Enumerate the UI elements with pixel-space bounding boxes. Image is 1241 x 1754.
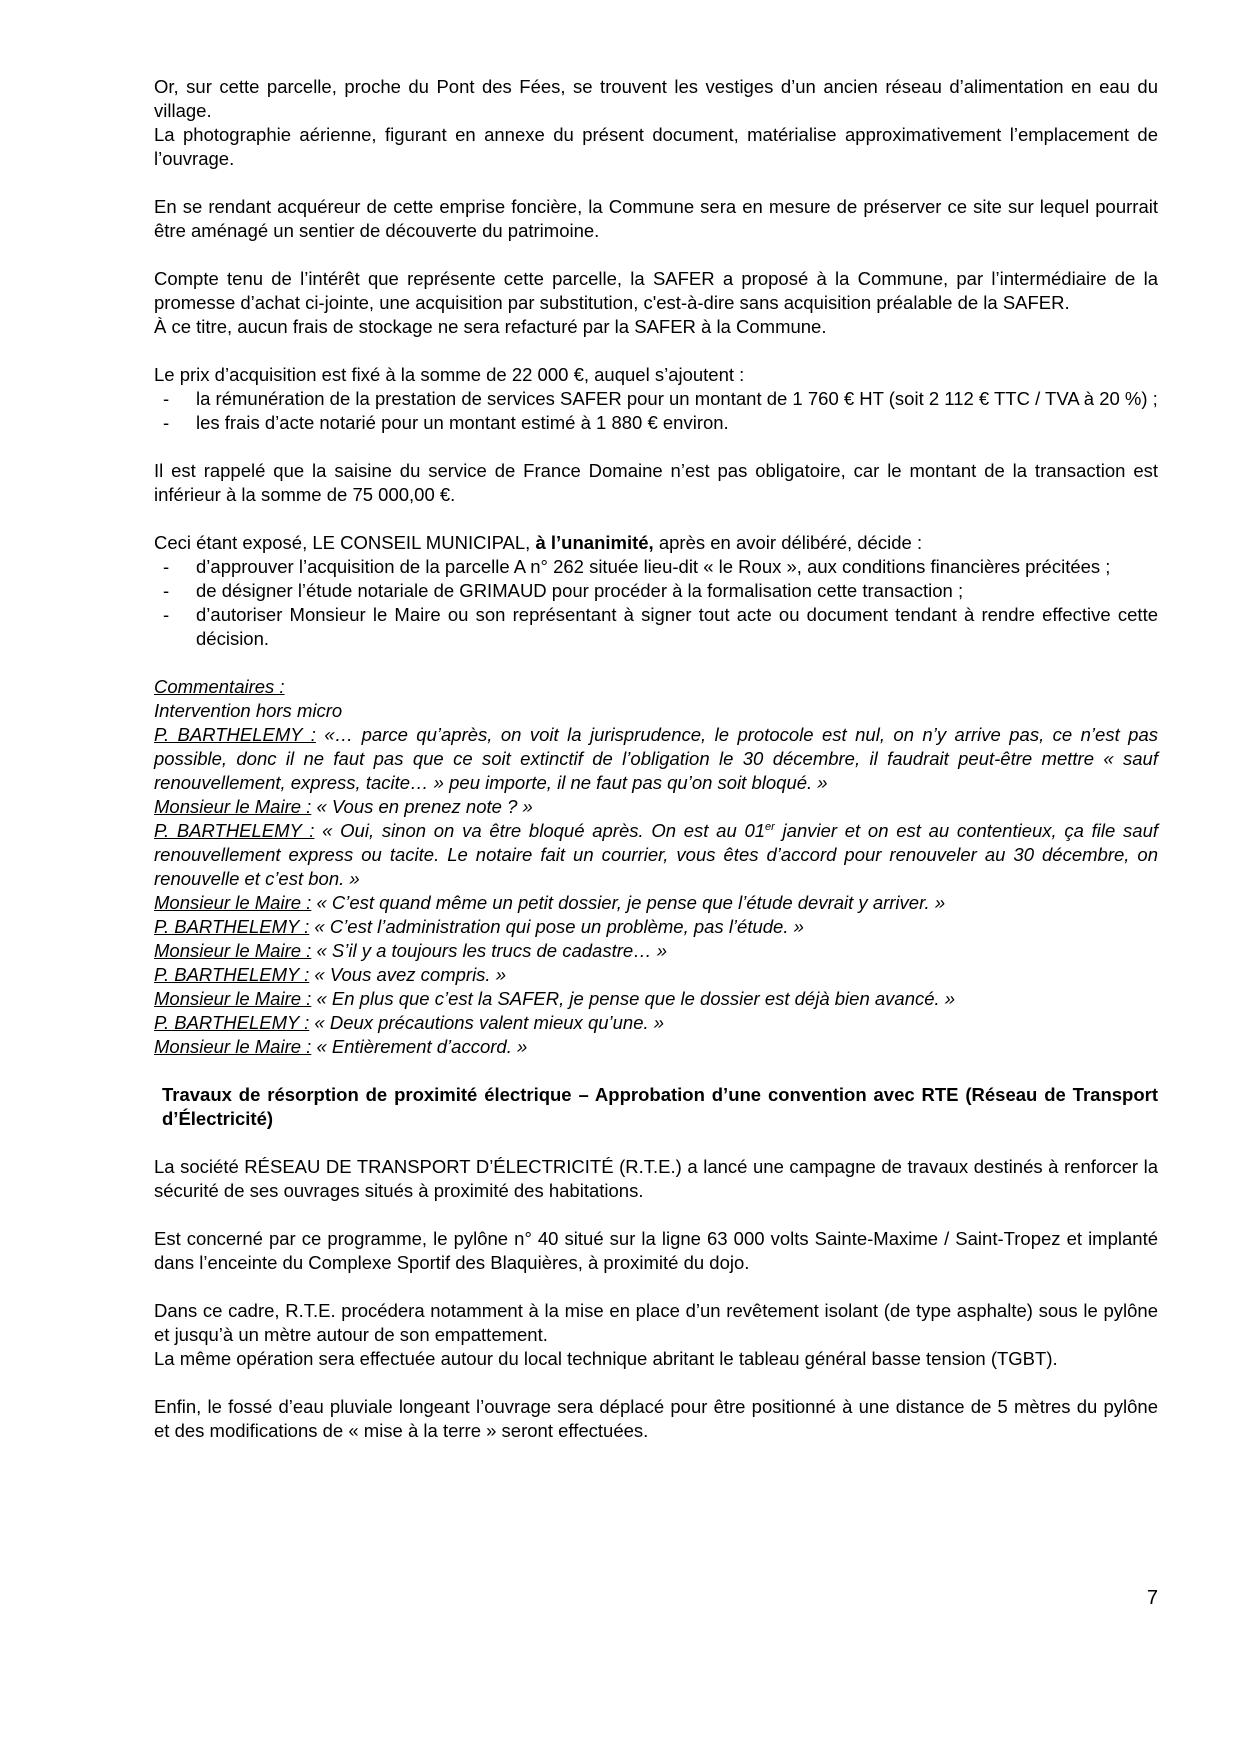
paragraph-france-domaine: Il est rappelé que la saisine du service de France Domaine n’est pas obligatoire, car le montant de la transaction est inférieur à la somme de 75 000,00 €. — [154, 460, 1158, 505]
comments-heading: Commentaires : — [154, 676, 285, 697]
comment-line: P. BARTHELEMY : « Oui, sinon on va être bloqué après. On est au 01er janvier et on est au contentieux, ça file sauf renouvellement express ou tacite. Le notaire fait un courrier, vous êtes d’accord pour renouveler au 30 décembre, on renouvelle et c’est bon. » — [154, 820, 1159, 889]
paragraph-tgbt: La même opération sera effectuée autour du local technique abritant le tableau général basse tension (TGBT). — [154, 1348, 1058, 1369]
comment-line: P. BARTHELEMY : « Deux précautions valent mieux qu’une. » — [154, 1012, 665, 1033]
paragraph-fosse: Enfin, le fossé d’eau pluviale longeant l’ouvrage sera déplacé pour être positionné à une distance de 5 mètres du pylône et des modifications de « mise à la terre » seront effectuées. — [154, 1396, 1158, 1441]
section-title-rte: Travaux de résorption de proximité électrique – Approbation d’une convention avec RTE (Réseau de Transport d’Électricité) — [162, 1084, 1158, 1129]
paragraph-revetement: Dans ce cadre, R.T.E. procédera notamment à la mise en place d’un revêtement isolant (de type asphalte) sous le pylône et jusqu’à un mètre autour de son empattement. — [154, 1300, 1158, 1345]
comment-line: Monsieur le Maire : « C’est quand même un petit dossier, je pense que l’étude devrait y arriver. » — [154, 892, 946, 913]
speaker-label: Monsieur le Maire : — [154, 1036, 312, 1057]
paragraph-photographie: La photographie aérienne, figurant en annexe du présent document, matérialise approximativement l’emplacement de l’ouvrage. — [154, 124, 1158, 169]
paragraph-frais-stockage: À ce titre, aucun frais de stockage ne sera refacturé par la SAFER à la Commune. — [154, 316, 827, 337]
comment-line: Monsieur le Maire : « En plus que c’est la SAFER, je pense que le dossier est déjà bien avancé. » — [154, 988, 956, 1009]
list-item: - d’approuver l’acquisition de la parcelle A n° 262 située lieu-dit « le Roux », aux conditions financières précitées ; — [163, 556, 1111, 577]
comment-line: P. BARTHELEMY : «… parce qu’après, on voit la jurisprudence, le protocole est nul, on n’y arrive pas, ce n’est pas possible, donc il ne faut pas que ce soit extinctif de l’obligation le 30 décembre, il faudrait peut-être mettre « sauf renouvellement, express, tacite… » peu importe, il ne faut pas qu’on soit bloqué. » — [154, 724, 1158, 793]
speaker-label: Monsieur le Maire : — [154, 988, 312, 1009]
dash-bullet: - — [163, 556, 170, 577]
dash-bullet: - — [163, 580, 170, 601]
speaker-label: Monsieur le Maire : — [154, 796, 312, 817]
speaker-label: P. BARTHELEMY : — [154, 820, 315, 841]
decisions-list — [154, 555, 1158, 651]
comments-note: Intervention hors micro — [154, 700, 343, 721]
speaker-label: P. BARTHELEMY : — [154, 1012, 310, 1033]
paragraph-acquereur: En se rendant acquéreur de cette emprise foncière, la Commune sera en mesure de préserver ce site sur lequel pourrait être aménagé un sentier de découverte du patrimoine. — [154, 196, 1158, 241]
list-item: - la rémunération de la prestation de services SAFER pour un montant de 1 760 € HT (soit 2 112 € TTC / TVA à 20 %) ; — [163, 388, 1158, 409]
dash-bullet: - — [163, 388, 170, 409]
costs-list — [154, 387, 1158, 435]
comment-line: Monsieur le Maire : « S’il y a toujours les trucs de cadastre… » — [154, 940, 668, 961]
list-item: - les frais d’acte notarié pour un montant estimé à 1 880 € environ. — [163, 412, 729, 433]
speaker-label: P. BARTHELEMY : — [154, 724, 316, 745]
document-page — [154, 75, 1158, 1443]
speaker-label: Monsieur le Maire : — [154, 940, 312, 961]
paragraph-prix: Le prix d’acquisition est fixé à la somme de 22 000 €, auquel s’ajoutent : — [154, 364, 745, 385]
dash-bullet: - — [163, 604, 170, 625]
paragraph-safer-substitution: Compte tenu de l’intérêt que représente cette parcelle, la SAFER a proposé à la Commune, par l’intermédiaire de la promesse d’achat ci-jointe, une acquisition par substitution, c'est-à-dire sans acquisition préalable de la SAFER. — [154, 268, 1158, 313]
speaker-label: P. BARTHELEMY : — [154, 916, 310, 937]
unanimite-text: à l’unanimité, — [535, 532, 654, 553]
speaker-label: Monsieur le Maire : — [154, 892, 312, 913]
comment-line: P. BARTHELEMY : « C’est l’administration qui pose un problème, pas l’étude. » — [154, 916, 804, 937]
speaker-label: P. BARTHELEMY : — [154, 964, 310, 985]
comments-section — [154, 675, 1158, 1059]
list-item: - de désigner l’étude notariale de GRIMAUD pour procéder à la formalisation cette transaction ; — [163, 580, 964, 601]
comment-line: P. BARTHELEMY : « Vous avez compris. » — [154, 964, 506, 985]
comment-line: Monsieur le Maire : « Entièrement d’accord. » — [154, 1036, 528, 1057]
dash-bullet: - — [163, 412, 170, 433]
list-item: - d’autoriser Monsieur le Maire ou son représentant à signer tout acte ou document tendant à rendre effective cette décision. — [163, 604, 1158, 649]
comment-line: Monsieur le Maire : « Vous en prenez note ? » — [154, 796, 533, 817]
paragraph-rte-campagne: La société RÉSEAU DE TRANSPORT D’ÉLECTRICITÉ (R.T.E.) a lancé une campagne de travaux destinés à renforcer la sécurité de ses ouvrages situés à proximité des habitations. — [154, 1156, 1158, 1201]
page-number: 7 — [1146, 1587, 1158, 1609]
paragraph-pylone: Est concerné par ce programme, le pylône n° 40 situé sur la ligne 63 000 volts Sainte-Maxime / Saint-Tropez et implanté dans l’enceinte du Complexe Sportif des Blaquières, à proximité du dojo. — [154, 1228, 1158, 1273]
paragraph-vestiges: Or, sur cette parcelle, proche du Pont des Fées, se trouvent les vestiges d’un ancien réseau d’alimentation en eau du village. — [154, 76, 1158, 121]
paragraph-decision: Ceci étant exposé, LE CONSEIL MUNICIPAL, à l’unanimité, après en avoir délibéré, décide : — [154, 532, 923, 553]
